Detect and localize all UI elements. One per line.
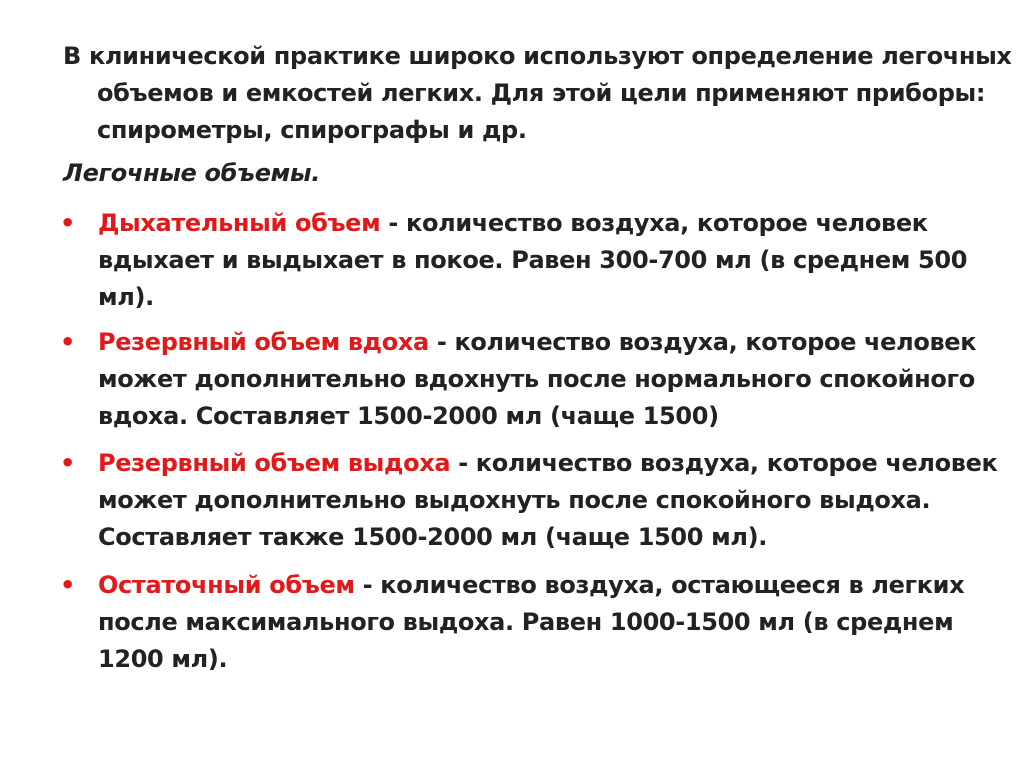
term-definition: - количество воздуха, которое человек может дополнительно выдохнуть после спокойного выдоха. Составляет также 1500-2000 мл (чаще 1500 мл). <box>98 449 998 551</box>
bullet-icon: • <box>60 571 75 599</box>
bullet-icon: • <box>60 328 75 356</box>
list-item-tidal-volume <box>60 205 998 316</box>
list-item-expiratory-reserve <box>60 445 998 556</box>
term-definition: - количество воздуха, которое человек вдыхает и выдыхает в покое. Равен 300-700 мл (в среднем 500 мл). <box>98 209 968 311</box>
section-heading: Легочные объемы. <box>63 159 321 187</box>
list-item-inspiratory-reserve <box>60 324 998 435</box>
intro-paragraph: В клинической практике широко используют определение легочных объемов и емкостей легких. Для этой цели применяют приборы: спирометры, спирографы и др. <box>63 42 1012 144</box>
term-label: Резервный объем выдоха <box>98 449 451 477</box>
term-label: Остаточный объем <box>98 571 355 599</box>
term-label: Резервный объем вдоха <box>98 328 429 356</box>
bullet-icon: • <box>60 449 75 477</box>
term-definition: - количество воздуха, остающееся в легких после максимального выдоха. Равен 1000-1500 мл (в среднем 1200 мл). <box>98 571 965 673</box>
term-label: Дыхательный объем <box>98 209 381 237</box>
list-item-residual-volume <box>60 567 998 678</box>
term-definition: - количество воздуха, которое человек может дополнительно вдохнуть после нормального спокойного вдоха. Составляет 1500-2000 мл (чаще 1500) <box>98 328 977 430</box>
bullet-icon: • <box>60 209 75 237</box>
